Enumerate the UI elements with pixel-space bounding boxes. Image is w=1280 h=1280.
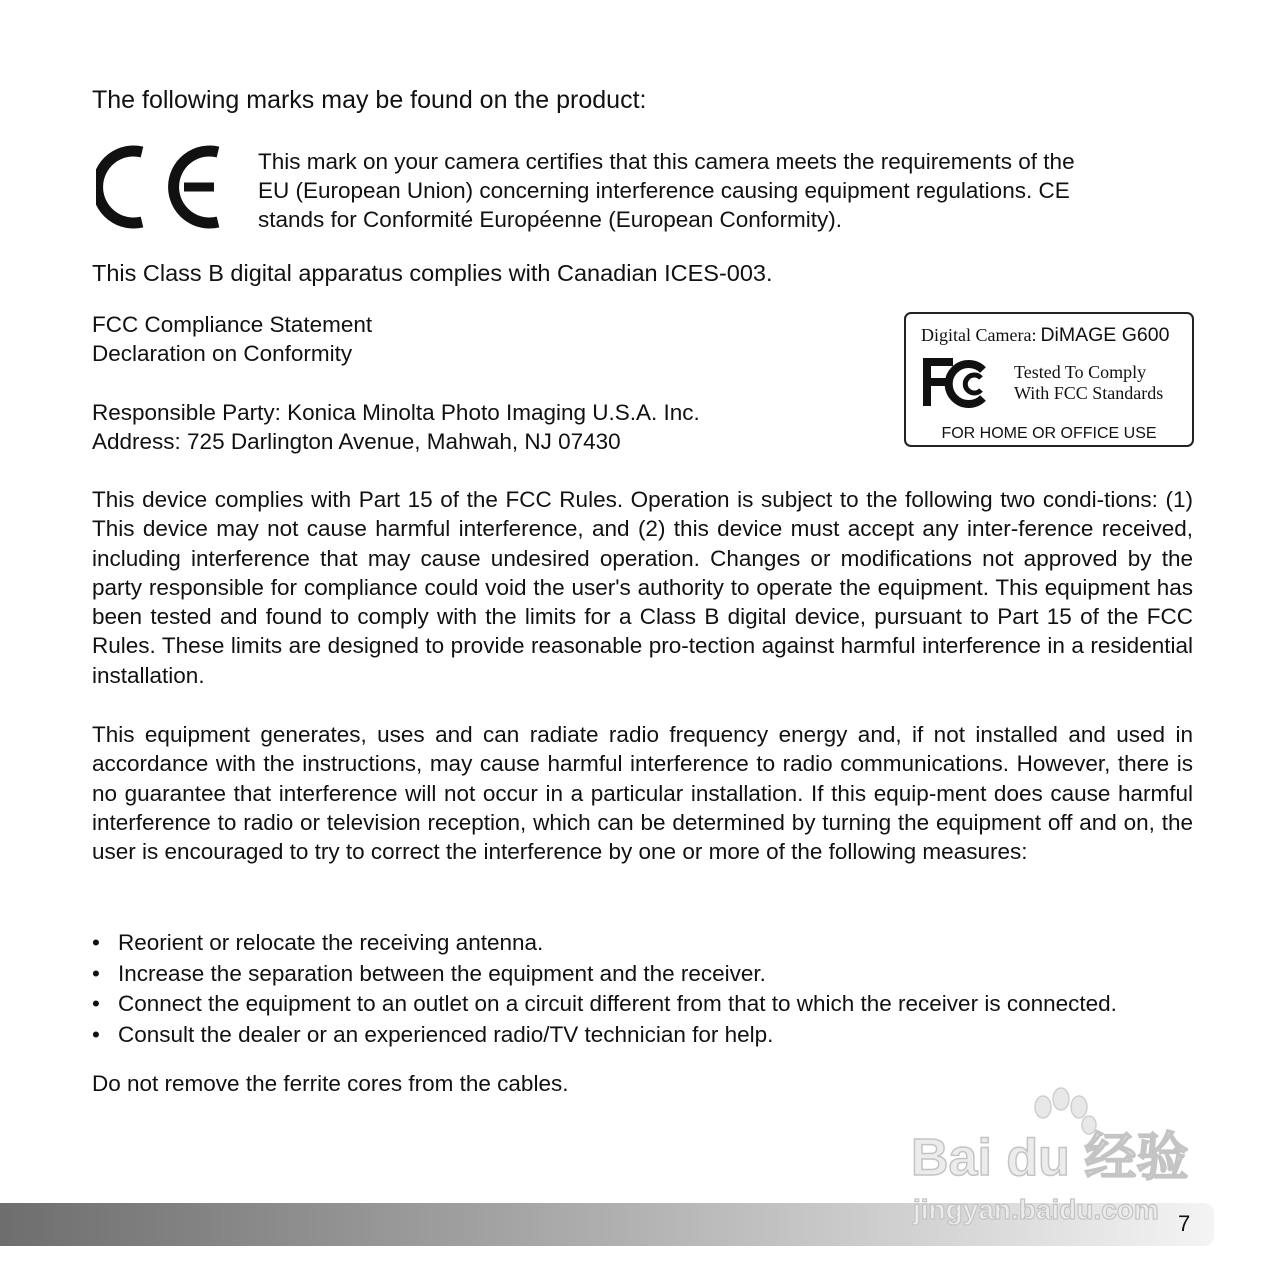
fcc-compliance-title: FCC Compliance Statement	[92, 312, 373, 337]
list-item: • Consult the dealer or an experienced radio/TV technician for help.	[92, 1020, 1202, 1051]
fcc-heading-block	[92, 310, 372, 368]
list-item: • Reorient or relocate the receiving antenna.	[92, 928, 1202, 959]
ce-line: This mark on your camera certifies that this camera meets the requirements of the	[258, 149, 1075, 174]
ce-line: stands for Conformité Européenne (European Conformity).	[258, 207, 843, 232]
party-address: Address: 725 Darlington Avenue, Mahwah, NJ 07430	[92, 429, 621, 454]
fcc-declaration-title: Declaration on Conformity	[92, 341, 353, 366]
baidu-watermark	[905, 1085, 1205, 1235]
list-item: • Increase the separation between the equipment and the receiver.	[92, 959, 1202, 990]
ferrite-note: Do not remove the ferrite cores from the cables.	[92, 1071, 569, 1096]
fcc-logo-icon	[923, 358, 995, 408]
fcc-party-block	[92, 398, 700, 456]
page-heading: The following marks may be found on the product:	[92, 86, 647, 114]
page-number: 7	[1178, 1211, 1191, 1236]
tested-line: Tested To Comply	[1014, 362, 1147, 382]
ce-description	[258, 147, 1193, 234]
ce-mark-logo	[96, 142, 228, 232]
measures-list	[92, 928, 1202, 1050]
tested-line: With FCC Standards	[1014, 383, 1164, 403]
fcc-tested-text	[1014, 362, 1163, 404]
camera-model-line	[921, 324, 1169, 347]
responsible-party: Responsible Party: Konica Minolta Photo Imaging U.S.A. Inc.	[92, 400, 700, 425]
ce-line: EU (European Union) concerning interference causing equipment regulations. CE	[258, 178, 1070, 203]
fcc-rules-paragraph: This device complies with Part 15 of the FCC Rules. Operation is subject to the following two condi-tions: (1) This device may not cause harmful interference, and (2) this device must accept any inter-ference received, including interference that may cause undesired operation. Changes or modifications not approved by the party responsible for compliance could void the user's authority to operate the equipment. This equipment has been tested and found to comply with the limits for a Class B digital device, pursuant to Part 15 of the FCC Rules. These limits are designed to provide reasonable pro-tection against harmful interference in a residential installation.	[92, 487, 1193, 688]
list-item: • Connect the equipment to an outlet on a circuit different from that to which the receiver is connected.	[92, 989, 1202, 1020]
fcc-label-box	[904, 312, 1194, 447]
ices-statement: This Class B digital apparatus complies with Canadian ICES-003.	[92, 260, 773, 286]
home-office-use: FOR HOME OR OFFICE USE	[941, 425, 1157, 442]
camera-prefix: Digital Camera:	[921, 325, 1037, 345]
watermark-url: jingyan.baidu.com	[913, 1194, 1159, 1225]
watermark-brand: Bai du 经验	[911, 1129, 1189, 1187]
camera-model: DiMAGE G600	[1040, 324, 1170, 346]
rf-energy-paragraph: This equipment generates, uses and can radiate radio frequency energy and, if not installed and used in accordance with the instructions, may cause harmful interference to radio communications. However, there is no guarantee that interference will not occur in a particular installation. If this equip-ment does cause harmful interference to radio or television reception, which can be determined by turning the equipment off and on, the user is encouraged to try to correct the interference by one or more of the following measures:	[92, 722, 1193, 865]
